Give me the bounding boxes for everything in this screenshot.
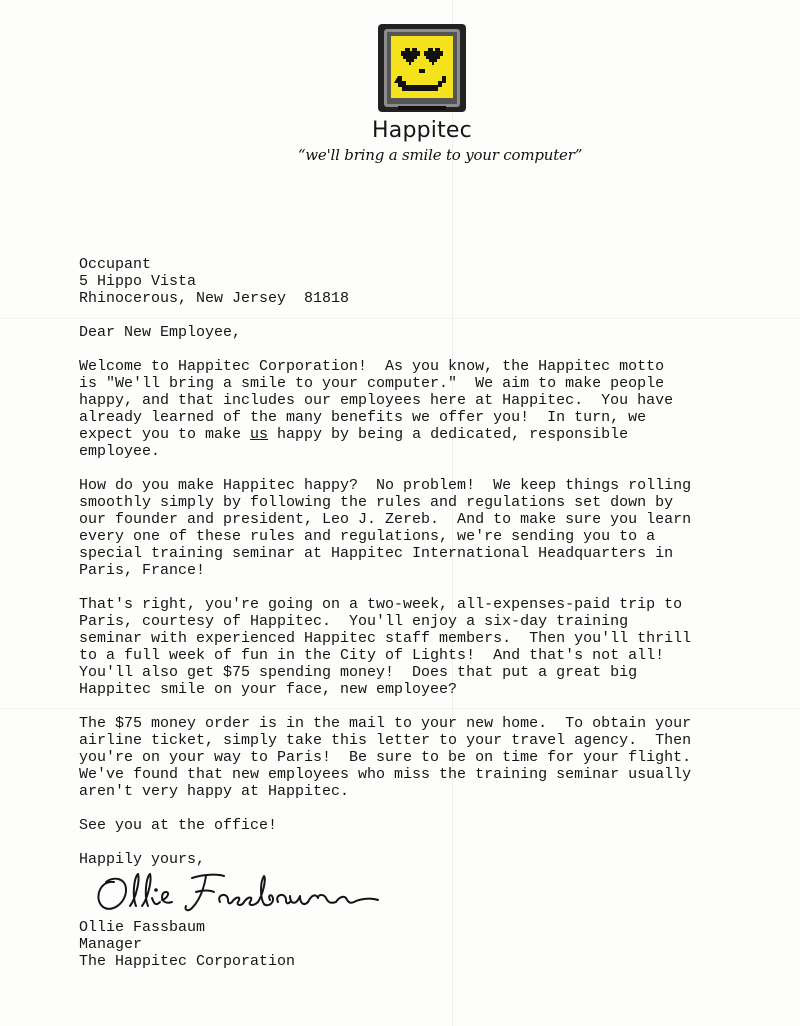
body-line: already learned of the many benefits we offer you! In turn, we [79, 409, 647, 426]
body-line: We've found that new employees who miss the training seminar usually [79, 766, 692, 783]
handwritten-signature [92, 868, 392, 918]
underlined-word: us [250, 426, 269, 443]
body-line: airline ticket, simply take this letter to your travel agency. Then [79, 732, 692, 749]
body-line: That's right, you're going on a two-week, all-expenses-paid trip to [79, 596, 683, 613]
paragraph-rules [79, 477, 779, 579]
recipient-address [79, 256, 779, 307]
body-line: You'll also get $75 spending money! Does that put a great big [79, 664, 638, 681]
address-line: Occupant [79, 256, 152, 273]
body-line: The $75 money order is in the mail to your new home. To obtain your [79, 715, 692, 732]
paragraph-welcome [79, 358, 779, 460]
company-name: Happitec [372, 118, 472, 143]
signer-title: Manager [79, 936, 143, 953]
body-line: Paris, courtesy of Happitec. You'll enjoy a six-day training [79, 613, 629, 630]
address-line: Rhinocerous, New Jersey 81818 [79, 290, 350, 307]
body-line: Happitec smile on your face, new employee? [79, 681, 458, 698]
body-line: every one of these rules and regulations, we're sending you to a [79, 528, 656, 545]
company-slogan: “we'll bring a smile to your computer” [297, 146, 583, 164]
paragraph-money-order [79, 715, 779, 800]
body-line: aren't very happy at Happitec. [79, 783, 350, 800]
body-line: seminar with experienced Happitec staff members. Then you'll thrill [79, 630, 692, 647]
signer-company: The Happitec Corporation [79, 953, 296, 970]
body-line: our founder and president, Leo J. Zereb. And to make sure you learn [79, 511, 692, 528]
paragraph-trip [79, 596, 779, 698]
salutation: Dear New Employee, [79, 324, 242, 341]
body-line: happy, and that includes our employees here at Happitec. You have [79, 392, 674, 409]
body-line: special training seminar at Happitec International Headquarters in [79, 545, 674, 562]
body-line: employee. [79, 443, 161, 460]
closing-remark: See you at the office! [79, 817, 278, 834]
body-text: happy by being a dedicated, responsible [268, 426, 629, 443]
signer-name: Ollie Fassbaum [79, 919, 206, 936]
body-line: is "We'll bring a smile to your computer." We aim to make people [79, 375, 665, 392]
body-line: Paris, France! [79, 562, 206, 579]
body-line: Welcome to Happitec Corporation! As you know, the Happitec motto [79, 358, 665, 375]
address-line: 5 Hippo Vista [79, 273, 197, 290]
body-line [79, 426, 779, 443]
signer-block [79, 919, 295, 970]
letter-body [79, 256, 779, 868]
body-line: you're on your way to Paris! Be sure to be on time for your flight. [79, 749, 692, 766]
complimentary-close: Happily yours, [79, 851, 206, 868]
body-line: to a full week of fun in the City of Lights! And that's not all! [79, 647, 665, 664]
happitec-computer-logo-icon [378, 24, 466, 112]
body-line: How do you make Happitec happy? No problem! We keep things rolling [79, 477, 692, 494]
body-line: smoothly simply by following the rules and regulations set down by [79, 494, 674, 511]
body-text: expect you to make [79, 426, 251, 443]
